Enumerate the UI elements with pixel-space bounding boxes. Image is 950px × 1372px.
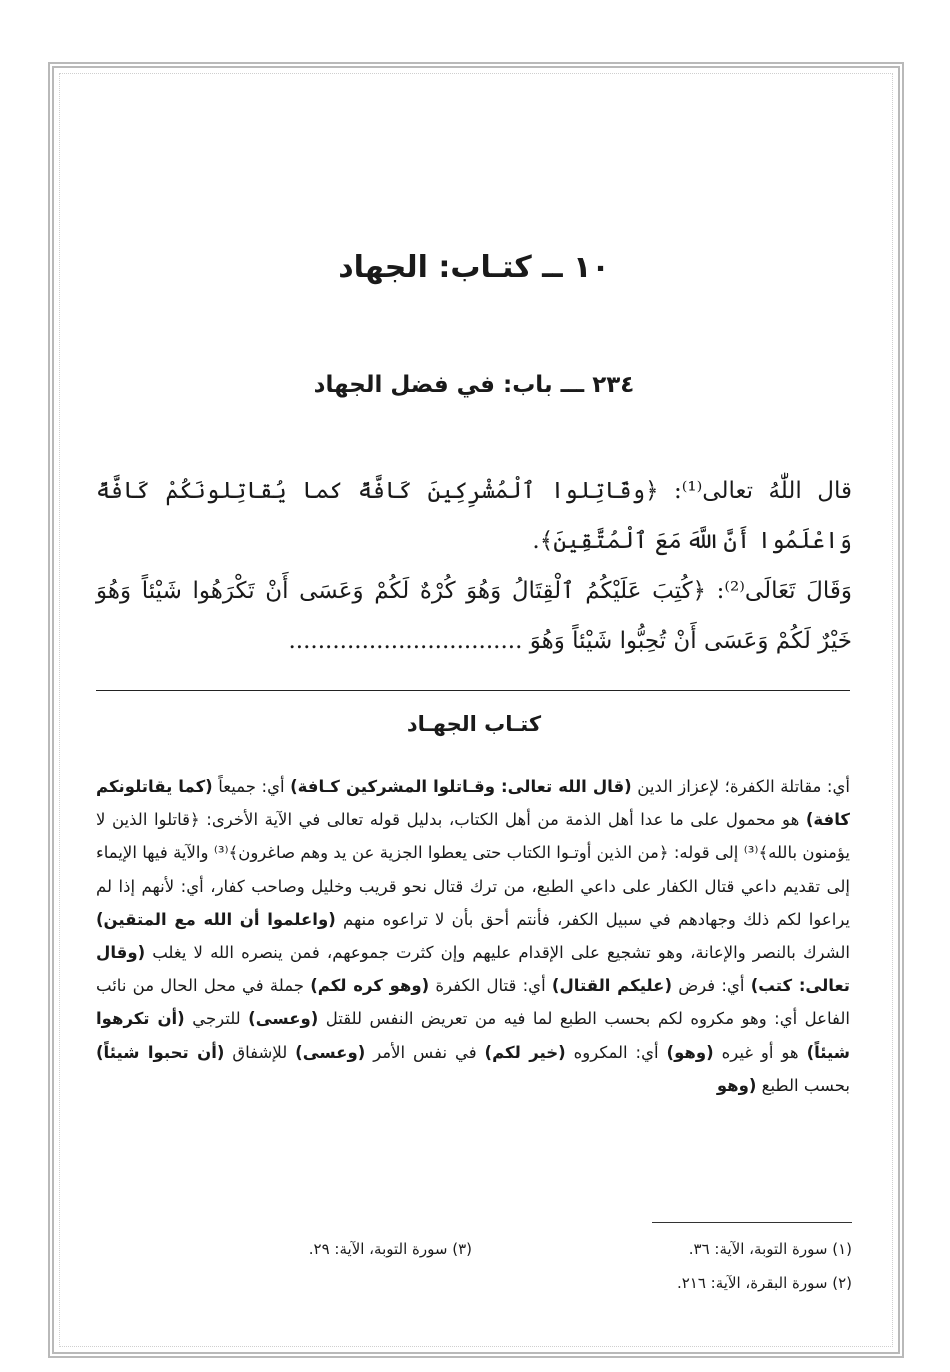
commentary-quote: (وهو كره لكم) bbox=[310, 976, 430, 996]
footnote-1: (١) سورة التوبة، الآية: ٣٦. bbox=[688, 1240, 852, 1258]
commentary-segment: هو أو غيره bbox=[721, 1042, 799, 1062]
commentary-segment: أي: مقاتلة الكفرة؛ لإعزاز الدين bbox=[637, 777, 850, 796]
commentary-text bbox=[96, 770, 850, 1102]
commentary-segment: للترجي bbox=[192, 1009, 241, 1029]
commentary-quote: (واعلموا أن الله مع المتقين) bbox=[96, 909, 336, 929]
section-title: ٢٣٤ ـــ باب: في فضل الجهاد bbox=[313, 372, 635, 398]
footnote-rule bbox=[652, 1222, 852, 1223]
main-text bbox=[96, 466, 852, 666]
commentary-segment: الشرك بالنصر والإعانة، وهو تشجيع على الإقدام عليهم وإن كثرت جموعهم، فمن ينصره الله لا يغلب bbox=[152, 943, 850, 963]
commentary-quote: (كما يقاتلونكم كافة) bbox=[96, 777, 850, 830]
chapter-title: ١٠ ــ كتـاب: الجهاد bbox=[338, 250, 610, 285]
commentary-segment: جملة في محل الحال من نائب الفاعل أي: وهو مكروه لكم بحسب الطبع لما فيه من تعريض النفس للقتل bbox=[96, 976, 850, 1029]
commentary-segment: بحسب الطبع bbox=[761, 1075, 850, 1095]
matn-verse-2 bbox=[96, 566, 852, 666]
commentary-quote: (قال الله تعالى: وقـاتلوا المشركين كـافة) bbox=[290, 777, 632, 796]
commentary-quote: (أن تحبوا شيئاً) bbox=[96, 1042, 225, 1062]
commentary-quote: (وقال تعالى: كتب) bbox=[96, 943, 851, 996]
section-divider bbox=[96, 690, 850, 691]
commentary-segment: في نفس الأمر bbox=[373, 1042, 477, 1062]
commentary-quote: (خير لكم) bbox=[484, 1042, 566, 1062]
commentary-quote: (وهو bbox=[716, 1075, 757, 1095]
matn-verse-2-text: وَقَالَ تَعَالَى⁽²⁾: ﴿كُتِبَ عَلَيْكُمُ ٱلْقِتَالُ وَهُوَ كُرْهٌ لَكُمْ وَعَسَى أَنْ تَكْرَهُوا شَيْئاً وَهُوَ خَيْرٌ لَكُمْ وَعَسَى أَنْ تُحِبُّوا شَيْئاً وَهُوَ bbox=[96, 578, 852, 654]
footnote-2: (٢) سورة البقرة، الآية: ٢١٦. bbox=[676, 1274, 852, 1292]
commentary-segment: أي: جميعاً bbox=[218, 777, 285, 796]
commentary-segment: هو محمول على ما عدا أهل الذمة من أهل الكتاب، بدليل قوله تعالى في الآية الأخرى: ﴿قاتلوا الذين لا يؤمنون بالله﴾⁽³⁾ إلى قوله: ﴿من الذين أوتـوا الكتاب حتى يعطوا الجزية عن يد وهم صاغرون﴾⁽³⁾ والآية فيها الإيماء إلى تقديم داعي قتال الكفار على داعي الطبع، من ترك قتال نحو قريب وخليل وصاحب كفار، أي: لأنهم إذا لم يراعوا لكم ذلك وجهادهم في سبيل الكفر، فأنتم أحق بأن لا تراعوه منهم bbox=[96, 810, 851, 929]
commentary-quote: (أن تكرهوا شيئاً) bbox=[96, 1009, 850, 1062]
commentary-segment: أي: قتال الكفرة bbox=[435, 976, 546, 996]
matn-ellipsis: ................................ bbox=[288, 628, 523, 654]
commentary-quote: (وعسى) bbox=[248, 1009, 319, 1029]
commentary-quote: (وعسى) bbox=[295, 1042, 366, 1062]
commentary-title: كتـاب الجهـاد bbox=[406, 712, 542, 736]
commentary-quote: (عليكم القتال) bbox=[551, 976, 672, 996]
book-page bbox=[96, 0, 852, 1372]
commentary-segment: أي: المكروه bbox=[573, 1042, 659, 1062]
matn-verse-1: قال اللّٰهُ تعالى⁽¹⁾: ﴿وقَاتِلوا ٱلْمُشْرِكِينَ كَافَّةً كما يُقاتِلونَكُمْ كَافَّةً وَاعْلَمُوا أَنَّ اللَّهَ مَعَ ٱلْمُتَّقِينَ﴾. bbox=[96, 478, 852, 554]
footnote-3: (٣) سورة التوبة، الآية: ٢٩. bbox=[308, 1240, 472, 1258]
commentary-segment: للإشفاق bbox=[232, 1042, 288, 1062]
commentary-quote: (وهو) bbox=[666, 1042, 714, 1062]
commentary-segment: أي: فرض bbox=[678, 976, 745, 996]
